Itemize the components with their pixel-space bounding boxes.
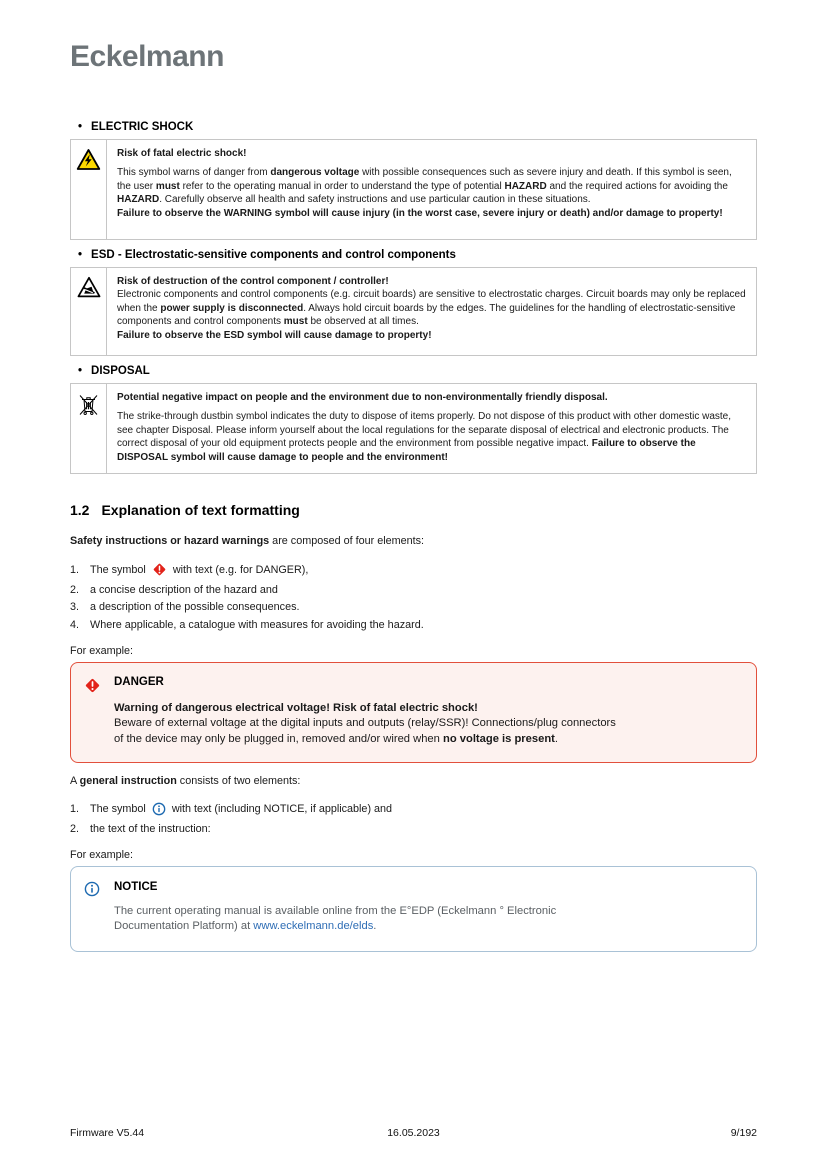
list-item-text: Where applicable, a catalogue with measures for avoiding the hazard. [90, 618, 424, 631]
list-number: 4. [70, 618, 80, 631]
section-number: 1.2 [70, 502, 90, 519]
electric-shock-icon [71, 140, 107, 239]
list-number: 1. [70, 564, 80, 577]
list-number: 3. [70, 601, 80, 614]
list-item [70, 583, 757, 597]
danger-title: Warning of dangerous electrical voltage! Risk of fatal electric shock! [114, 701, 478, 714]
list-number: 2. [70, 822, 80, 835]
for-example-label: For example: [70, 848, 134, 861]
eckelmann-logo: Eckelmann [70, 40, 224, 73]
notice-text-line1: The current operating manual is available online from the E°EDP (Eckelmann ° Electronic [114, 904, 557, 917]
disposal-box-body: The strike-through dustbin symbol indicates the duty to dispose of items properly. Do not dispose of this product with other domestic waste, see chapter Disposal. Please inform yourself about the local regulations for the separate disposal of electrical and electronic products. The correct disposal of your old equipment protects people and the environment from possible negative impact. Failure to observe the DISPOSAL symbol will cause damage to people and the environment! [117, 411, 732, 463]
list-item-text: a description of the possible consequences. [90, 601, 300, 614]
danger-diamond-icon [84, 676, 114, 748]
hazard-elements-list [70, 560, 757, 632]
list-item [70, 822, 757, 836]
info-icon [152, 802, 166, 820]
esd-warning-box [70, 267, 757, 356]
notice-label: NOTICE [114, 880, 158, 893]
notice-text-line2: Documentation Platform) at [114, 920, 254, 933]
general-instruction-paragraph: A general instruction consists of two elements: [70, 775, 301, 788]
list-number: 2. [70, 583, 80, 596]
heading-esd: • ESD - Electrostatic-sensitive components and control components [70, 249, 757, 261]
esd-box-title: Risk of destruction of the control component / controller! [117, 276, 389, 287]
list-item-text: The symbol with text (including NOTICE, if applicable) and [90, 800, 392, 818]
list-item-text: the text of the instruction: [90, 822, 211, 835]
for-example-label: For example: [70, 644, 134, 657]
list-item [70, 618, 757, 632]
esd-box-body: Electronic components and control components (e.g. circuit boards) are sensitive to electrostatic charges. Circuit boards may only be replaced when the power supply is disconnected. Always hold circuit boards by the edges. The guidelines for the handling of electrostatic-sensitive components and control components must be observed at all times. Failure to observe the ESD symbol will cause damage to property! [117, 289, 746, 341]
footer-page-number: 9/192 [730, 1127, 757, 1139]
danger-example-box [70, 662, 757, 764]
disposal-box-title: Potential negative impact on people and the environment due to non-environmentally friendly disposal. [117, 392, 608, 403]
esd-icon [71, 268, 107, 355]
shock-box-body: This symbol warns of danger from dangerous voltage with possible consequences such as severe injury and death. If this symbol is seen, the user must refer to the operating manual in order to understand the type of potential HAZARD and the required actions for avoiding the HAZARD. Carefully observe all health and safety instructions and use particular caution in these situations. Failure to observe the WARNING symbol will cause injury (in the worst case, severe injury or death) and/or damage to property! [117, 167, 732, 219]
heading-electric-shock: • ELECTRIC SHOCK [70, 121, 757, 133]
shock-box-title: Risk of fatal electric shock! [117, 148, 247, 159]
list-item [70, 560, 757, 579]
list-item-text: a concise description of the hazard and [90, 583, 278, 596]
notice-text-end: . [373, 920, 377, 933]
list-item [70, 600, 757, 614]
page-footer [70, 1127, 757, 1139]
footer-date: 16.05.2023 [387, 1127, 440, 1139]
eckelmann-elds-link[interactable]: www.eckelmann.de/elds [253, 920, 374, 933]
list-item [70, 800, 757, 818]
disposal-crossed-dustbin-icon [71, 384, 107, 473]
footer-firmware-version: Firmware V5.44 [70, 1127, 145, 1139]
danger-body: Beware of external voltage at the digital inputs and outputs (relay/SSR)! Connections/plug connectors of the device may only be plugged in, removed and/or wired when no voltage is present. [114, 717, 616, 745]
section-title: Explanation of text formatting [101, 502, 300, 519]
disposal-warning-box [70, 383, 757, 474]
list-item-text: The symbol with text (e.g. for DANGER), [90, 560, 308, 579]
notice-example-box [70, 866, 757, 952]
info-icon [84, 881, 114, 935]
general-instruction-list [70, 800, 757, 836]
list-number: 1. [70, 803, 80, 816]
section-heading-1-2 [70, 502, 757, 518]
safety-intro-paragraph: Safety instructions or hazard warnings are composed of four elements: [70, 535, 425, 548]
danger-diamond-icon [152, 562, 167, 581]
danger-label: DANGER [114, 675, 164, 688]
electric-shock-warning-box [70, 139, 757, 240]
notice-body [114, 904, 556, 935]
heading-disposal: • DISPOSAL [70, 365, 757, 377]
